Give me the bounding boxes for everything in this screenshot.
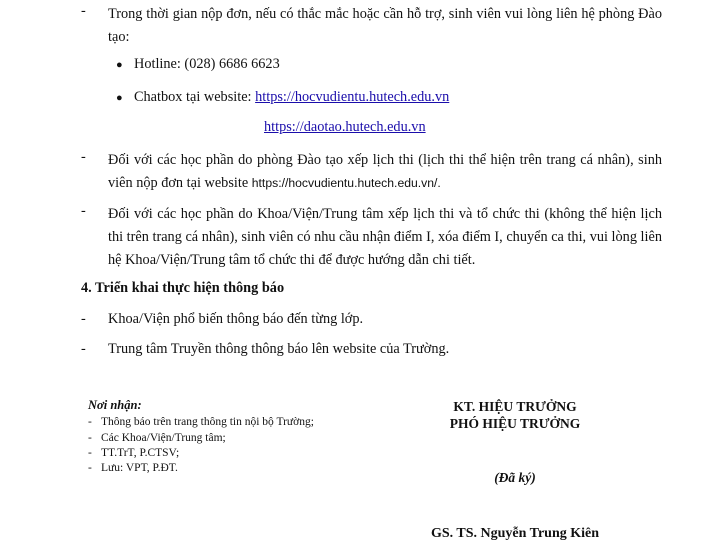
list-dash: - — [81, 341, 86, 357]
chatbox-label: Chatbox tại website: — [134, 89, 252, 105]
paragraph-faculty-exams: Đối với các học phần do Khoa/Viện/Trung tâm xếp lịch thi và tổ chức thi (không thể hiện lịch thi trên trang cá nhân), sinh viên có nhu cầu nhận điểm I, xóa điểm I, chuyển ca thi, vui lòng liên hệ Khoa/Viện/Trung tâm tổ chức thi để được hướng dẫn chi tiết. — [108, 206, 662, 268]
list-dash: - — [81, 149, 86, 165]
daotao-line — [264, 119, 426, 137]
signature-title-line2: PHÓ HIỆU TRƯỞNG — [449, 416, 581, 431]
paragraph-exam-office — [108, 149, 662, 195]
chatbox-line — [134, 89, 449, 107]
recipient-text: Lưu: VPT, P.ĐT. — [101, 462, 178, 474]
signed-note: (Đã ký) — [494, 470, 536, 485]
hotline-text: Hotline: (028) 6686 6623 — [134, 56, 280, 72]
recipient-item — [88, 461, 178, 475]
section-item: Khoa/Viện phổ biến thông báo đến từng lớp. — [108, 311, 364, 327]
recipient-item — [88, 446, 179, 460]
recipient-item — [88, 415, 314, 429]
list-dash: - — [81, 3, 86, 19]
list-dash: - — [88, 432, 92, 444]
list-dash: - — [88, 447, 92, 459]
list-dash: - — [88, 416, 92, 428]
daotao-link[interactable]: https://daotao.hutech.edu.vn — [264, 119, 426, 135]
paragraph-text: Đối với các học phần do phòng Đào tạo xếp lịch thi (lịch thi thể hiện trên trang cá nhân), sinh viên nộp đơn tại website — [108, 152, 662, 191]
signer-name: GS. TS. Nguyễn Trung Kiên — [430, 526, 600, 541]
recipients-title: Nơi nhận: — [88, 398, 142, 412]
list-dash: - — [81, 203, 86, 219]
signature-title-line1: KT. HIỆU TRƯỞNG — [453, 399, 577, 414]
submission-url: https://hocvudientu.hutech.edu.vn/. — [251, 176, 441, 190]
section-item: Trung tâm Truyền thông thông báo lên website của Trường. — [108, 341, 450, 357]
bullet-icon: ● — [116, 92, 123, 104]
recipient-text: Thông báo trên trang thông tin nội bộ Trường; — [101, 416, 314, 428]
list-dash: - — [88, 462, 92, 474]
hocvudientu-link[interactable]: https://hocvudientu.hutech.edu.vn — [255, 89, 450, 105]
list-dash: - — [81, 311, 86, 327]
recipient-item — [88, 431, 226, 445]
section-heading: 4. Triển khai thực hiện thông báo — [81, 280, 285, 296]
bullet-icon: ● — [116, 59, 123, 71]
intro-paragraph: Trong thời gian nộp đơn, nếu có thắc mắc hoặc cần hỗ trợ, sinh viên vui lòng liên hệ phòng Đào tạo: — [108, 6, 662, 45]
recipient-text: TT.TrT, P.CTSV; — [101, 447, 180, 459]
recipient-text: Các Khoa/Viện/Trung tâm; — [101, 432, 226, 444]
